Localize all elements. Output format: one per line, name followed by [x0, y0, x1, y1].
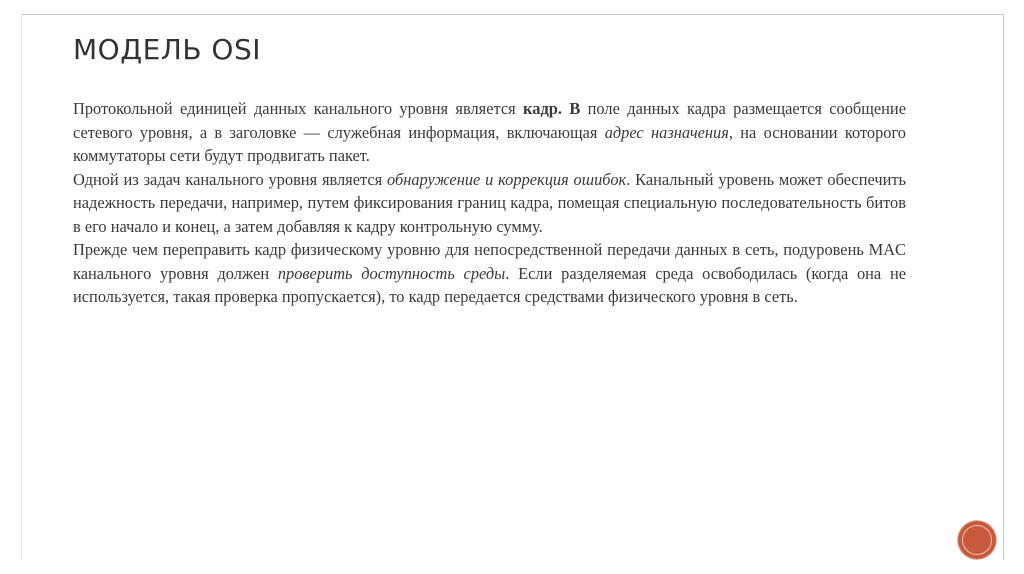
- text-run-italic: обнаружение и коррекция ошибок: [387, 169, 627, 189]
- frame-top-line: [21, 14, 1003, 15]
- paragraph-1: [73, 97, 906, 168]
- text-run: . Канальный уровень может обеспечить надежность передачи, например, путем фиксирования границ кадра, помещая специальную последовательность битов в его начало и конец, а затем добавляя к кадру контрольную сумму.: [73, 169, 906, 236]
- paragraph-3: [73, 238, 906, 309]
- text-run-italic: адрес назначения: [604, 122, 729, 142]
- slide-body: [73, 97, 906, 309]
- circle-badge-icon: [958, 521, 996, 559]
- text-run: Прежде чем переправить кадр физическому уровню для непосредственной передачи данных в сеть, подуровень MAC канального уровня должен: [73, 240, 906, 283]
- text-run-bold: кадр. В: [523, 99, 581, 118]
- paragraph-2: [73, 168, 906, 239]
- text-run-italic: проверить доступность среды: [277, 263, 506, 283]
- text-run: поле данных кадра размещается сообщение сетевого уровня, а в заголовке — служебная информация, включающая: [73, 99, 906, 142]
- circle-badge-ring: [962, 525, 992, 555]
- text-run: Протокольной единицей данных канального уровня является: [73, 99, 524, 118]
- text-run: Одной из задач канального уровня является: [73, 169, 387, 189]
- slide-title: МОДЕЛЬ OSI: [73, 33, 261, 66]
- text-run: . Если разделяемая среда освободилась (когда она не используется, такая проверка пропускается), то кадр передается средствами физического уровня в сеть.: [73, 263, 906, 306]
- text-run: , на основании которого коммутаторы сети будут продвигать пакет.: [73, 122, 906, 165]
- frame-left-line: [21, 14, 22, 560]
- frame-right-line: [1003, 14, 1004, 560]
